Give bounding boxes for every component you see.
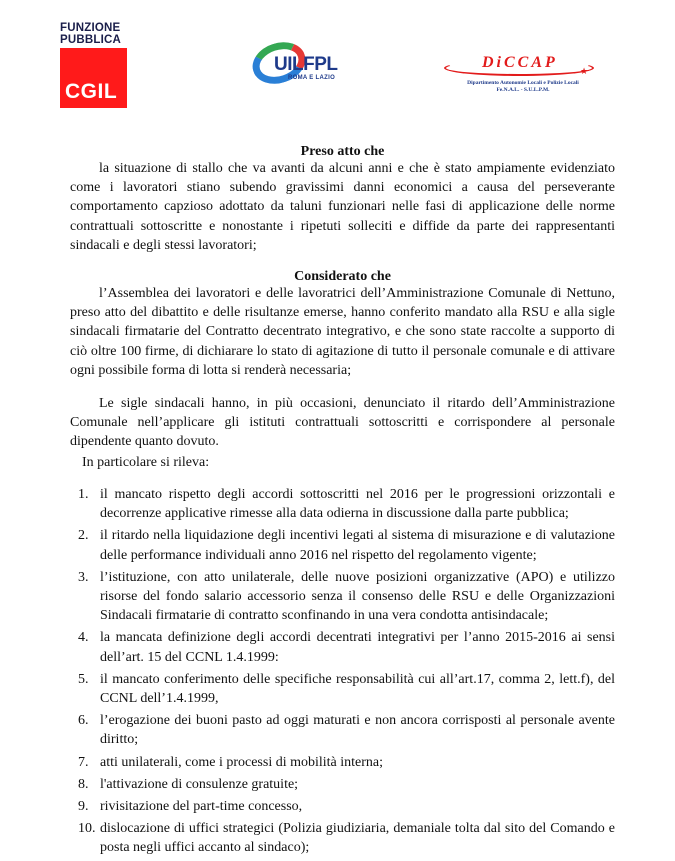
list-item-number: 5. (78, 671, 89, 687)
list-item (78, 485, 615, 523)
star-icon: ★ (580, 66, 589, 76)
list-item (78, 628, 615, 666)
diccap-logo (440, 56, 600, 96)
section2-body (70, 284, 615, 380)
list-item (78, 819, 615, 857)
diccap-logo-sub1: Dipartimento Autonomie Locali e Polizie Locali (467, 80, 579, 86)
list-item (78, 711, 615, 749)
list-item-number: 1. (78, 487, 89, 502)
list-item (78, 775, 615, 794)
section1-paragraph: la situazione di stallo che va avanti da alcuni anni e che è stato ampiamente evidenziato come i lavoratori stiano subendo gravissimi danni economici a causa del perseverante comportamento capzioso adottato da taluni funzionari nelle fasi di applicazione delle norme contrattuali sottoscritte e nonostante i ripetuti solleciti e diffide da parte dei rappresentanti sindacali e degli stessi lavoratori; (70, 161, 615, 253)
heading-considerato: Considerato che (294, 269, 391, 284)
list-item-number: 3. (78, 569, 89, 585)
list-intro: In particolare si rileva: (82, 455, 210, 470)
list-item-text: atti unilaterali, come i processi di mobilità interna; (100, 754, 384, 770)
diccap-logo-sub2: Fe.N.A.L. - S.U.L.P.M. (496, 87, 550, 93)
grievance-list (78, 485, 615, 861)
list-item-number: 2. (78, 528, 89, 544)
list-item-text: il mancato conferimento delle specifiche responsabilità cui all’art.17, comma 2, lett.f), del CCNL dell’1.4.1999, (100, 671, 615, 707)
list-item-number: 9. (78, 799, 89, 815)
list-item-text: rivisitazione del part-time concesso, (100, 799, 303, 815)
list-item (78, 753, 615, 772)
cgil-logo (60, 22, 128, 108)
list-item-text: dislocazione di uffici strategici (Polizia giudiziaria, demaniale tolta dal sito del Comando e posta negli uffici accanto al sindaco); (100, 821, 615, 856)
uilfpl-logo-sub: ROMA E LAZIO (288, 75, 336, 81)
cgil-logo-line2: PUBBLICA (60, 34, 122, 46)
list-item-text: l’istituzione, con atto unilaterale, delle nuove posizioni organizzative (APO) e utilizzo risorse del fondo salario accessorio senza il consenso delle RSU e delle Organizzazioni Sindacali firmatarie di contratto sconfinando in una vera condotta antisindacale; (100, 569, 615, 624)
cgil-logo-box (60, 48, 127, 108)
cgil-logo-line1: FUNZIONE (60, 22, 121, 34)
list-item-text: il ritardo nella liquidazione degli incentivi legati al sistema di misurazione e di valutazione delle performance individuali anno 2016 nel rispetto del regolamento vigente; (100, 528, 615, 563)
heading-preso-atto: Preso atto che (300, 144, 385, 159)
section2-paragraph-2: Le sigle sindacali hanno, in più occasioni, denunciato il ritardo dell’Amministrazione Comunale nell’applicare gli istituti contrattuali sottoscritti e corrispondere al personale dipendente quanto dovuto. (70, 396, 615, 450)
list-item-number: 7. (78, 754, 89, 770)
uilfpl-logo (252, 37, 362, 87)
list-item (78, 670, 615, 708)
list-item-text: l’erogazione dei buoni pasto ad oggi maturati e non ancora corrisposti al personale avente diritto; (100, 713, 615, 748)
section2-intro (70, 453, 615, 472)
list-item-text: la mancata definizione degli accordi decentrati integrativi per l’anno 2015-2016 ai sensi dell’art. 15 del CCNL 1.4.1999: (100, 630, 615, 665)
section2-paragraph: l’Assemblea dei lavoratori e delle lavoratrici dell’Amministrazione Comunale di Nettuno, preso atto del dibattito e delle risultanze emerse, hanno conferito mandato alla RSU e alla sigle sindacali firmatarie del Contratto decentrato integrativo, e che sono state raccolte a supporto di ciò oltre 100 firme, di dichiarare lo stato di agitazione di tutto il personale comunale e di attivare ogni possibile forma di lotta si renderà necessaria; (70, 286, 615, 378)
cgil-logo-mark: CGIL (65, 80, 118, 103)
list-item-text: il mancato rispetto degli accordi sottoscritti nel 2016 per le progressioni orizzontali e decorrenze applicative rimesse alla data odierna in discussione dalla parte pubblica; (100, 487, 615, 522)
list-item-number: 8. (78, 776, 89, 792)
diccap-logo-mark: DiCCAP (482, 54, 558, 71)
list-item-number: 4. (78, 630, 89, 646)
list-item-number: 6. (78, 713, 89, 729)
list-item-text: l'attivazione di consulenze gratuite; (100, 776, 299, 792)
list-item-number: 10. (78, 821, 96, 837)
section1-body (70, 159, 615, 255)
list-item (78, 797, 615, 816)
list-item (78, 568, 615, 626)
section2-body-2 (70, 394, 615, 452)
uilfpl-logo-mark: UILFPL (274, 54, 338, 75)
list-item (78, 526, 615, 564)
